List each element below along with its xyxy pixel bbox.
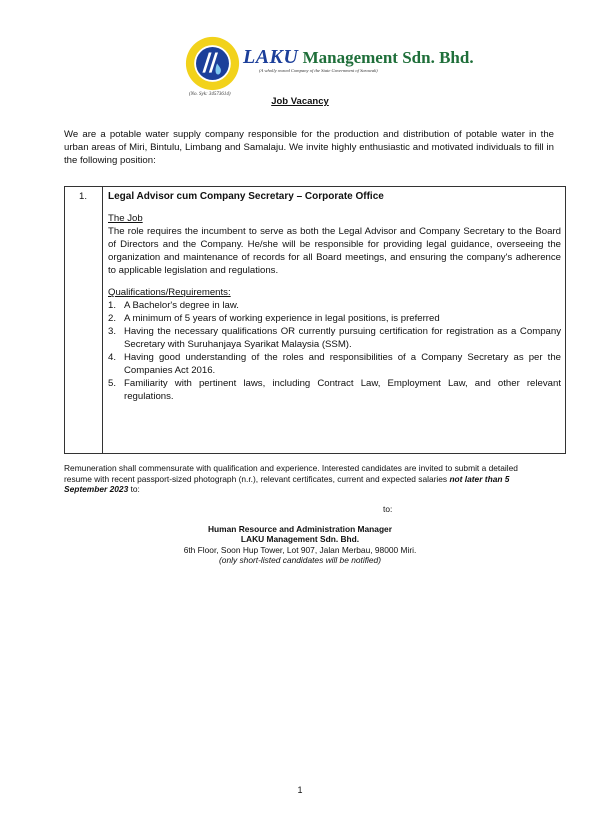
page-number: 1: [297, 785, 303, 795]
remuneration-paragraph: Remuneration shall commensurate with qualification and experience. Interested candidates are invited to submit a detailed resume with recent passport-sized photograph (n.r.), relevant certificates, current and expected salaries not later than 5 September 2023 to:: [64, 463, 518, 494]
job-table: [64, 186, 566, 454]
deadline-text: not later than 5 September 2023: [64, 473, 510, 494]
list-item: 4. Having good understanding of the roles and responsibilities of a Company Secretary as per the Companies Act 2016.: [108, 352, 561, 376]
to-label: to:: [383, 504, 393, 514]
address-street: 6th Floor, Soon Hup Tower, Lot 907, Jalan Merbau, 98000 Miri.: [183, 544, 417, 555]
address-note: (only short-listed candidates will be notified): [219, 555, 381, 566]
job-title: Legal Advisor cum Company Secretary – Corporate Office: [108, 191, 384, 202]
list-item: 1. A Bachelor's degree in law.: [108, 300, 239, 311]
qualifications-heading: Qualifications/Requirements:: [108, 287, 231, 298]
the-job-text: The role requires the incumbent to serve as both the Legal Advisor and Company Secretary to the Board of Directors and the Company. He/she will be responsible for providing legal guidance, overseeing the organization and maintenance of records for all Board meetings, and ensuring the company's adherence to applicable legislation and regulations.: [108, 226, 561, 276]
job-number: 1.: [79, 191, 88, 202]
the-job-heading: The Job: [108, 213, 143, 224]
job-details: [108, 190, 561, 403]
list-item: 5. Familiarity with pertinent laws, including Contract Law, Employment Law, and other relevant regulations.: [108, 378, 561, 402]
address-company: LAKU Management Sdn. Bhd.: [240, 534, 360, 545]
page-title: Job Vacancy: [271, 96, 329, 107]
address-recipient: Human Resource and Administration Manager: [208, 524, 392, 534]
list-item: 3. Having the necessary qualifications OR currently pursuing certification for registration as a Company Secretary with Suruhanjaya Syarikat Malaysia (SSM).: [108, 326, 561, 350]
laku-logo-icon: [185, 36, 240, 91]
list-item: 2. A minimum of 5 years of working experience in legal positions, is preferred: [108, 313, 440, 324]
company-tagline: (A wholly owned Company of the State Government of Sarawak): [259, 68, 378, 73]
qualifications-list: [108, 299, 561, 403]
company-name: LAKU Management Sdn. Bhd.: [243, 46, 474, 68]
company-registration: (No. Syk: 34573614): [189, 92, 231, 97]
letterhead: [185, 36, 474, 97]
intro-paragraph: We are a potable water supply company responsible for the production and distribution of potable water in the urban areas of Miri, Bintulu, Limbang and Samalaju. We invite highly enthusiastic and motivated individuals to fill in the following position:: [64, 129, 554, 166]
address-block: [0, 524, 600, 566]
table-divider: [102, 187, 103, 453]
